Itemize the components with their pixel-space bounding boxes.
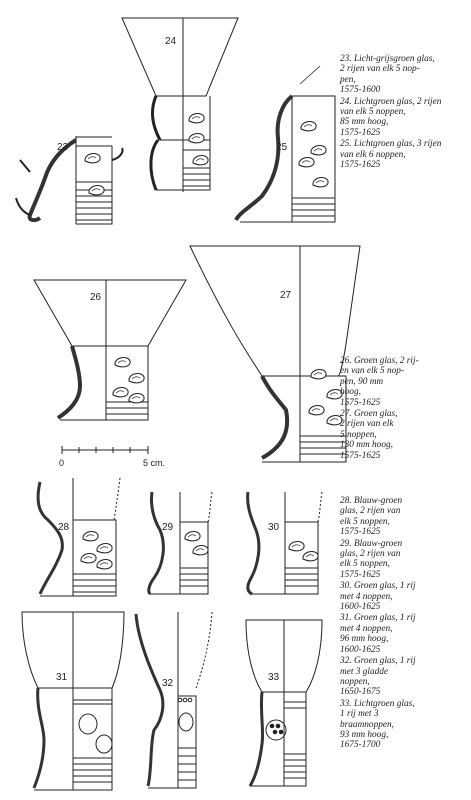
caption-line: 27. Groen glas, (340, 409, 398, 420)
caption-line: van elk 5 noppen, (340, 107, 406, 118)
scale-bar-zero: 0 (59, 458, 65, 468)
glass-23 (16, 136, 123, 224)
caption-23 (340, 54, 441, 96)
glass-32 (136, 612, 212, 788)
caption-30 (340, 581, 416, 612)
figure-label-24: 24 (165, 36, 177, 47)
caption-group-3 (340, 496, 416, 752)
caption-line: 31. Groen glas, 1 rij (340, 613, 416, 624)
figure-label-26: 26 (90, 292, 102, 303)
scale-bar (62, 446, 148, 454)
caption-line: 1575-1625 (340, 527, 381, 538)
caption-line: 2 rijen van elk 5 nop- (340, 64, 420, 75)
caption-line: 24. Lichtgroen glas, 2 rijen (340, 96, 442, 107)
caption-line: 1 rij met 3 (340, 709, 379, 720)
caption-line: 130 mm hoog, (340, 440, 393, 451)
caption-line: 26. Groen glas, 2 rij- (340, 356, 419, 366)
caption-line: 1675-1700 (340, 740, 381, 751)
caption-line: 33. Lichtgroen glas, (340, 698, 415, 709)
figure-label-32: 32 (162, 678, 174, 689)
caption-line: van elk 6 noppen, (340, 149, 406, 160)
caption-line: elk 5 noppen, (340, 516, 390, 527)
glass-27 (190, 246, 360, 462)
caption-line: 1600-1625 (340, 644, 381, 655)
caption-line: glas, 2 rijen van (340, 506, 401, 517)
caption-line: hoog, (340, 387, 361, 398)
figure-label-25: 25 (276, 142, 288, 153)
caption-26 (340, 356, 419, 408)
glass-30 (248, 492, 322, 594)
caption-line: 29. Blauw-groen (340, 538, 403, 549)
caption-line: 2 rijen van elk (340, 419, 394, 430)
caption-line: 23. Licht-grijsgroen glas, (340, 54, 435, 64)
figure-label-27: 27 (280, 290, 292, 301)
caption-line: 1575-1625 (340, 569, 381, 580)
caption-line: noppen, (340, 676, 370, 687)
glass-33 (246, 620, 322, 786)
figure-label-23: 23 (57, 142, 69, 153)
caption-line: en van elk 5 nop- (340, 366, 405, 377)
caption-line: 1575-1625 (340, 160, 381, 171)
caption-32 (340, 656, 416, 698)
caption-line: met 4 noppen, (340, 623, 393, 634)
caption-line: 1575-1625 (340, 127, 381, 138)
figure-label-29: 29 (162, 522, 174, 533)
caption-24 (340, 97, 441, 139)
glass-28 (38, 478, 120, 596)
caption-line: met 4 noppen, (340, 591, 393, 602)
caption-28 (340, 496, 416, 538)
glass-26 (34, 280, 186, 420)
caption-line: 85 mm hoog, (340, 117, 389, 128)
caption-line: 1575-1625 (340, 450, 381, 461)
glass-29 (149, 492, 212, 594)
caption-line: 1650-1675 (340, 687, 381, 698)
caption-line: 25. Lichtgroen glas, 3 rijen (340, 139, 442, 150)
glass-31 (22, 612, 124, 790)
caption-29 (340, 539, 416, 581)
caption-33 (340, 699, 416, 751)
caption-line: 1600-1625 (340, 602, 381, 613)
caption-line: 5 noppen, (340, 429, 377, 440)
figure-label-30: 30 (268, 522, 280, 533)
caption-line: pen, (340, 74, 356, 85)
caption-line: pen, 90 mm (340, 376, 384, 387)
caption-line: elk 5 noppen, (340, 559, 390, 570)
caption-group-1 (340, 54, 441, 171)
caption-line: 96 mm hoog, (340, 634, 389, 645)
figure-label-33: 33 (268, 672, 280, 683)
caption-line: glas, 2 rijen van (340, 549, 401, 560)
caption-line: braamnoppen, (340, 719, 394, 730)
caption-line: 1575-1625 (340, 397, 381, 408)
glass-24 (122, 18, 238, 192)
figure-label-28: 28 (58, 522, 70, 533)
caption-line: 1575-1600 (340, 85, 381, 96)
caption-25 (340, 139, 441, 170)
caption-line: 28. Blauw-groen (340, 496, 403, 506)
scale-bar-five-cm: 5 cm. (143, 458, 166, 468)
caption-line: 30. Groen glas, 1 rij (340, 581, 416, 592)
caption-27 (340, 409, 419, 461)
caption-line: 32. Groen glas, 1 rij (340, 656, 416, 667)
caption-line: met 3 gladde (340, 666, 389, 677)
caption-group-2 (340, 356, 419, 462)
caption-31 (340, 613, 416, 655)
caption-line: 93 mm hoog, (340, 729, 389, 740)
figure-label-31: 31 (56, 672, 68, 683)
